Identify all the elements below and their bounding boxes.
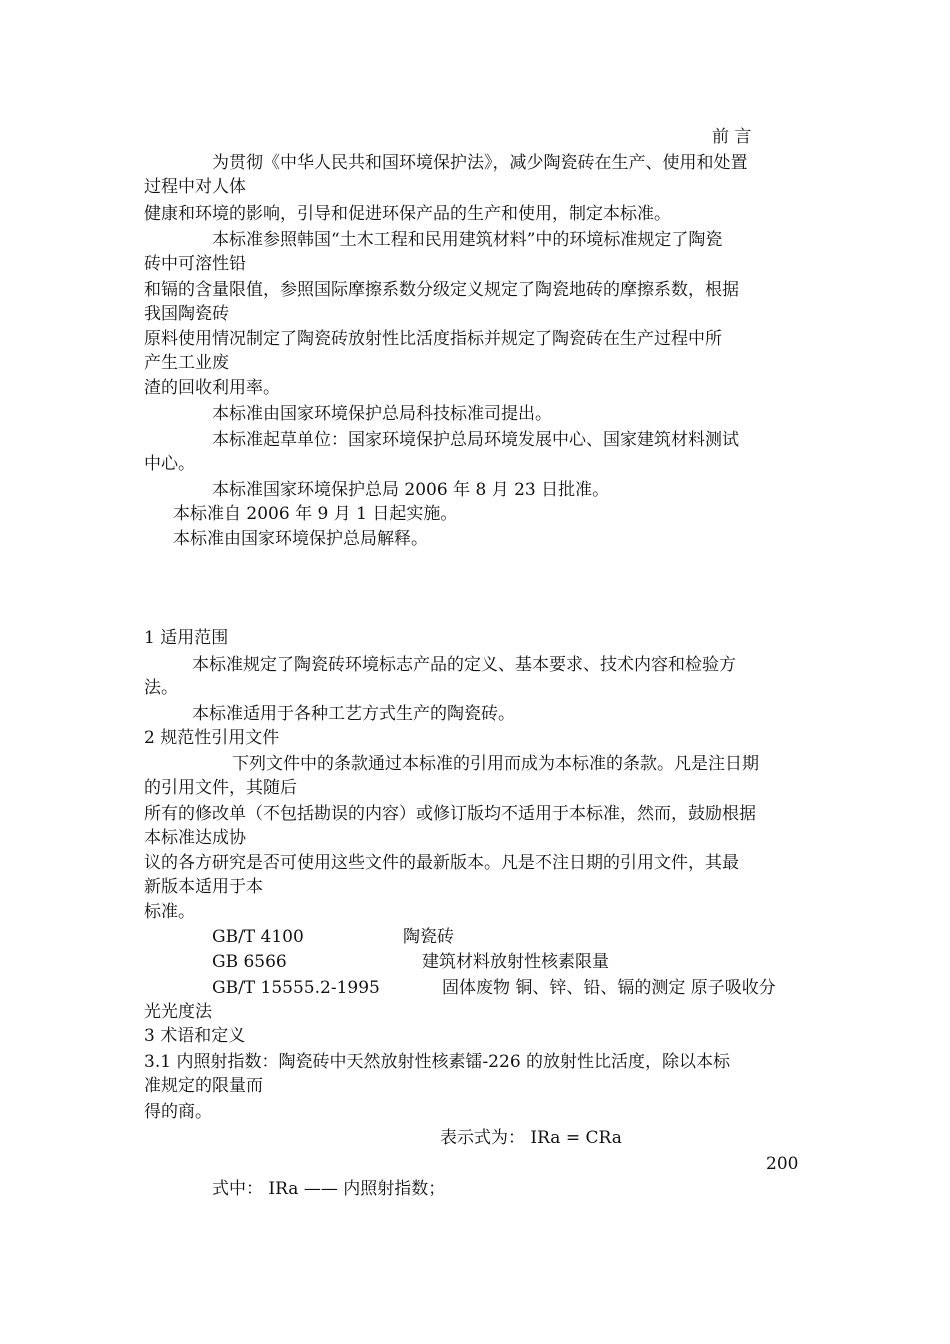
text-line: 健康和环境的影响，引导和促进环保产品的生产和使用，制定本标准。 <box>144 204 671 224</box>
text-line: 本标准适用于各种工艺方式生产的陶瓷砖。 <box>192 704 515 724</box>
text-line: 的引用文件，其随后 <box>144 778 297 798</box>
text-line: 下列文件中的条款通过本标准的引用而成为本标准的条款。凡是注日期 <box>232 754 759 774</box>
text-line: 3.1 内照射指数：陶瓷砖中天然放射性核素镭-226 的放射性比活度，除以本标 <box>144 1052 731 1072</box>
text-line: 我国陶瓷砖 <box>144 304 229 324</box>
formula: 表示式为： IRa = CRa <box>440 1128 622 1148</box>
text-line: 砖中可溶性铅 <box>144 254 246 274</box>
section-title: 3 术语和定义 <box>144 1026 246 1046</box>
text-line: 本标准规定了陶瓷砖环境标志产品的定义、基本要求、技术内容和检验方 <box>192 655 736 675</box>
text-line: 得的商。 <box>144 1102 212 1122</box>
reference-name: 建筑材料放射性核素限量 <box>422 952 609 972</box>
text-line: 议的各方研究是否可使用这些文件的最新版本。凡是不注日期的引用文件，其最 <box>144 853 739 873</box>
text-line: 本标准自 2006 年 9 月 1 日起实施。 <box>173 504 458 524</box>
text-line: 所有的修改单（不包括勘误的内容）或修订版均不适用于本标准，然而，鼓励根据 <box>144 804 756 824</box>
text-line: 光光度法 <box>144 1002 212 1022</box>
text-line: 法。 <box>144 678 178 698</box>
reference-name: 陶瓷砖 <box>403 927 454 947</box>
text-line: 中心。 <box>144 454 195 474</box>
reference-code: GB/T 15555.2-1995 <box>212 978 380 998</box>
text-line: 和镉的含量限值，参照国际摩擦系数分级定义规定了陶瓷地砖的摩擦系数，根据 <box>144 280 739 300</box>
reference-code: GB/T 4100 <box>212 927 304 947</box>
formula-denominator: 200 <box>766 1154 799 1174</box>
section-title: 2 规范性引用文件 <box>144 728 280 748</box>
section-title: 1 适用范围 <box>144 628 229 648</box>
reference-code: GB 6566 <box>212 952 287 972</box>
reference-name: 固体废物 铜、锌、铅、镉的测定 原子吸收分 <box>442 978 776 998</box>
text-line: 本标准参照韩国“土木工程和民用建筑材料”中的环境标准规定了陶瓷 <box>212 230 723 250</box>
text-line: 原料使用情况制定了陶瓷砖放射性比活度指标并规定了陶瓷砖在生产过程中所 <box>144 329 722 349</box>
text-line: 渣的回收利用率。 <box>144 378 280 398</box>
text-line: 产生工业废 <box>144 353 229 373</box>
formula-where: 式中： IRa —— 内照射指数； <box>212 1179 446 1199</box>
foreword-heading: 前 言 <box>712 127 752 147</box>
text-line: 标准。 <box>144 902 195 922</box>
text-line: 为贯彻《中华人民共和国环境保护法》，减少陶瓷砖在生产、使用和处置 <box>212 153 748 173</box>
text-line: 本标准起草单位：国家环境保护总局环境发展中心、国家建筑材料测试 <box>212 430 739 450</box>
text-line: 本标准由国家环境保护总局科技标准司提出。 <box>212 404 552 424</box>
text-line: 过程中对人体 <box>144 177 246 197</box>
text-line: 准规定的限量而 <box>144 1076 263 1096</box>
text-line: 本标准由国家环境保护总局解释。 <box>173 529 428 549</box>
text-line: 本标准国家环境保护总局 2006 年 8 月 23 日批准。 <box>212 480 610 500</box>
text-line: 本标准达成协 <box>144 828 246 848</box>
text-line: 新版本适用于本 <box>144 877 263 897</box>
